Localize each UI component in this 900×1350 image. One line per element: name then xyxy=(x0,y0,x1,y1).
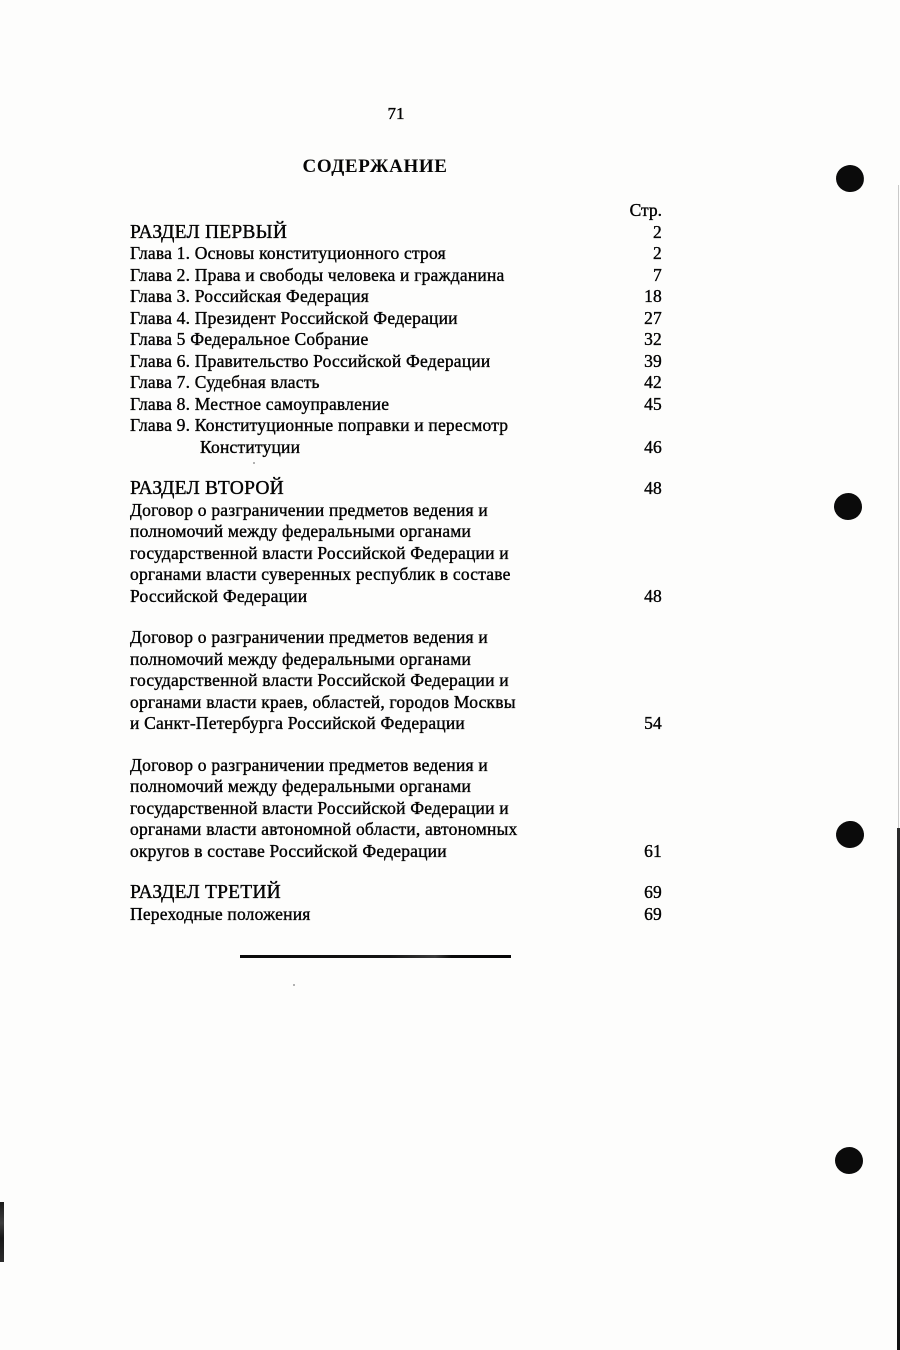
page-column-header: Стр. xyxy=(629,200,662,220)
binding-hole-mark xyxy=(835,820,866,850)
toc-entry-page: 48 xyxy=(644,585,662,606)
toc-entry-text: и Санкт-Петербурга Российской Федерации xyxy=(130,713,465,733)
toc-entry-page: 69 xyxy=(644,882,662,902)
toc-entry-page: 18 xyxy=(644,286,662,306)
toc-row xyxy=(130,372,662,394)
binding-hole-mark xyxy=(834,493,862,520)
scan-edge-artifact xyxy=(897,828,900,1350)
toc-entry-page: 46 xyxy=(644,436,662,457)
toc-entry-page: 7 xyxy=(653,264,662,285)
toc-entry-text: Глава 1. Основы конституционного строя xyxy=(130,243,446,263)
toc-entry-text: округов в составе Российской Федерации xyxy=(130,840,447,861)
toc-row xyxy=(130,437,662,459)
toc-title: СОДЕРЖАНИЕ xyxy=(302,156,448,177)
toc-entry-page: 54 xyxy=(644,713,662,733)
toc-row xyxy=(130,415,662,437)
toc-entry-text: Конституции xyxy=(200,436,301,457)
toc-entry-page: 32 xyxy=(644,329,662,349)
toc-row xyxy=(130,351,662,373)
toc-entry-text: полномочий между федеральными органами xyxy=(130,521,472,541)
toc-row xyxy=(130,564,662,586)
toc-entry-text: РАЗДЕЛ ВТОРОЙ xyxy=(130,478,284,499)
toc-entry-text: Глава 5 Федеральное Собрание xyxy=(130,329,369,349)
toc-entry-text: Глава 9. Конституционные поправки и пересмотр xyxy=(130,415,509,435)
toc-row xyxy=(130,670,662,692)
toc-entry-text: Глава 4. Президент Российской Федерации xyxy=(130,307,458,328)
toc-entry-page: 69 xyxy=(644,903,662,924)
toc-entry-text: Договор о разграничении предметов ведения и xyxy=(130,499,488,520)
toc-row xyxy=(130,649,662,671)
table-of-contents xyxy=(130,222,662,926)
toc-row xyxy=(130,713,662,735)
toc-row xyxy=(130,882,662,904)
toc-entry-text: Договор о разграничении предметов ведения и xyxy=(130,754,488,775)
toc-row xyxy=(130,286,662,308)
toc-row xyxy=(130,904,662,926)
toc-entry-text: государственной власти Российской Федерации и xyxy=(130,670,509,690)
toc-row xyxy=(130,222,662,244)
toc-entry-text: Глава 3. Российская Федерация xyxy=(130,286,370,306)
toc-entry-text: Глава 8. Местное самоуправление xyxy=(130,393,390,414)
toc-entry-page: 2 xyxy=(653,221,662,242)
toc-row xyxy=(130,308,662,330)
toc-row xyxy=(130,586,662,608)
toc-entry-page: 61 xyxy=(644,840,662,861)
binding-hole-mark xyxy=(835,1147,863,1174)
scan-speck xyxy=(293,984,295,986)
toc-entry-page: 45 xyxy=(644,393,662,414)
toc-entry-page: 2 xyxy=(653,243,662,263)
page-content xyxy=(130,103,662,925)
toc-row xyxy=(130,819,662,841)
toc-entry-text: органами власти краев, областей, городов Москвы xyxy=(130,691,516,712)
page-number: 71 xyxy=(387,104,405,123)
scan-edge-artifact xyxy=(898,185,900,835)
toc-row xyxy=(130,841,662,863)
toc-entry-text: Договор о разграничении предметов ведения и xyxy=(130,627,488,647)
toc-row xyxy=(130,627,662,649)
toc-entry-page: 48 xyxy=(644,478,662,498)
toc-entry-page: 42 xyxy=(644,372,662,392)
toc-entry-page: 39 xyxy=(644,350,662,371)
toc-row xyxy=(130,500,662,522)
toc-entry-text: государственной власти Российской Федерации и xyxy=(130,797,509,818)
toc-entry-page: 27 xyxy=(644,307,662,328)
toc-entry-text: государственной власти Российской Федерации и xyxy=(130,542,509,563)
toc-entry-text: Глава 7. Судебная власть xyxy=(130,372,320,392)
toc-entry-text: органами власти суверенных республик в составе xyxy=(130,564,511,584)
toc-entry-text: РАЗДЕЛ ТРЕТИЙ xyxy=(130,882,281,903)
toc-row xyxy=(130,521,662,543)
toc-entry-text: органами власти автономной области, автономных xyxy=(130,819,518,839)
toc-entry-text: Глава 2. Права и свободы человека и гражданина xyxy=(130,264,505,285)
toc-row xyxy=(130,478,662,500)
toc-entry-text: полномочий между федеральными органами xyxy=(130,648,472,669)
toc-row xyxy=(130,755,662,777)
toc-entry-text: Российской Федерации xyxy=(130,585,308,606)
scan-speck xyxy=(253,462,255,464)
toc-entry-text: РАЗДЕЛ ПЕРВЫЙ xyxy=(130,221,288,243)
toc-row xyxy=(130,329,662,351)
toc-row xyxy=(130,543,662,565)
toc-row xyxy=(130,394,662,416)
scan-edge-artifact xyxy=(0,1202,4,1262)
toc-row xyxy=(130,692,662,714)
toc-row xyxy=(130,265,662,287)
separator-line xyxy=(240,955,511,958)
toc-row xyxy=(130,776,662,798)
toc-entry-text: Глава 6. Правительство Российской Федерации xyxy=(130,350,491,371)
toc-entry-text: Переходные положения xyxy=(130,903,311,924)
toc-entry-text: полномочий между федеральными органами xyxy=(130,776,472,796)
binding-hole-mark xyxy=(834,163,865,194)
toc-row xyxy=(130,243,662,265)
toc-row xyxy=(130,798,662,820)
